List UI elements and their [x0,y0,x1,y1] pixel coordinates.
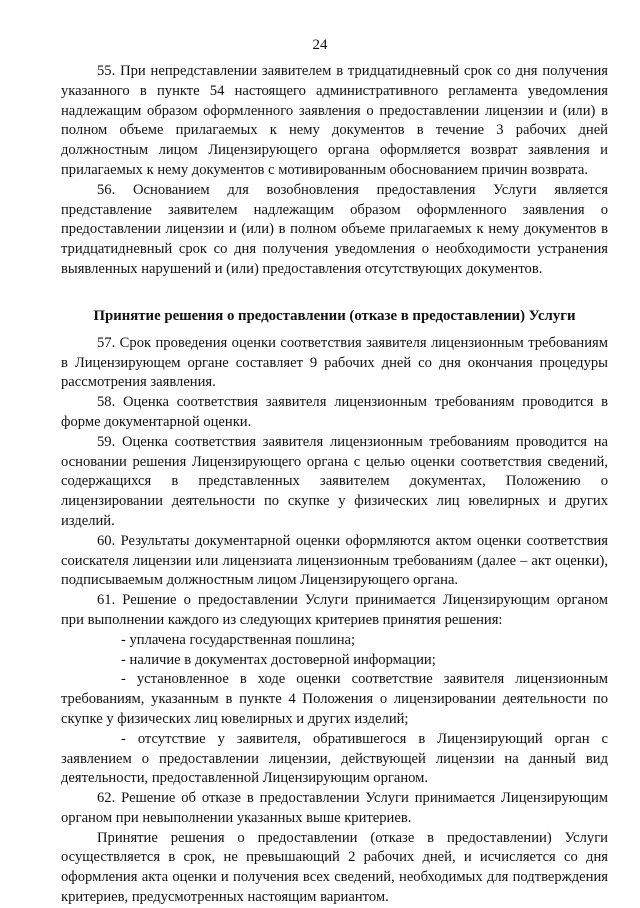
paragraph-decision-term: Принятие решения о предоставлении (отказе в предоставлении) Услуги осуществляется в срок, не превышающий 2 рабочих дней, и исчисляется со дня оформления акта оценки и получения всех сведений, необходимых для подтверждения критериев, предусмотренных настоящим вариантом. [61,829,608,906]
paragraph-58: 58. Оценка соответствия заявителя лицензионным требованиям проводится в форме документарной оценки. [61,394,608,430]
criterion-item: - установленное в ходе оценки соответствие заявителя лицензионным требованиям, указанным в пункте 4 Положения о лицензировании деятельности по скупке у физических лиц ювелирных и других изделий; [61,671,608,727]
criterion-item: - уплачена государственная пошлина; [121,631,356,648]
paragraph-62: 62. Решение об отказе в предоставлении Услуги принимается Лицензирующим органом при невыполнении указанных выше критериев. [61,790,608,826]
paragraph-60: 60. Результаты документарной оценки оформляются актом оценки соответствия соискателя лицензии или лицензиата лицензионным требованиям (далее – акт оценки), подписываемым должностным лицом Лицензирующего органа. [61,532,608,589]
paragraph-61: 61. Решение о предоставлении Услуги принимается Лицензирующим органом при выполнении каждого из следующих критериев принятия решения: [61,592,608,628]
paragraph-56: 56. Основанием для возобновления предоставления Услуги является представление заявителем надлежащим образом оформленного заявления о предоставлении лицензии и (или) в полном объеме прилагаемых к нему документов в тридцатидневный срок со дня получения уведомления о необходимости устранения выявленных нарушений и (или) предоставления отсутствующих документов. [61,181,608,277]
paragraph-59: 59. Оценка соответствия заявителя лицензионным требованиям проводится на основании решения Лицензирующего органа с целью оценки соответствия сведений, содержащихся в представленных заявителем документах, Положению о лицензировании деятельности по скупке у физических лиц ювелирных и других изделий. [61,433,608,529]
page-number: 24 [312,37,328,53]
criterion-item: - отсутствие у заявителя, обратившегося в Лицензирующий орган с заявлением о предоставлении лицензии, действующей лицензии на данный вид деятельности, предоставленной Лицензирующим органом. [61,730,608,787]
paragraph-57: 57. Срок проведения оценки соответствия заявителя лицензионным требованиям в Лицензирующем органе составляет 9 рабочих дней со дня окончания процедуры рассмотрения заявления. [61,334,608,391]
page-content [61,62,608,908]
criterion-item: - наличие в документах достоверной информации; [121,651,436,668]
section-heading: Принятие решения о предоставлении (отказе в предоставлении) Услуги [93,307,576,324]
paragraph-55: 55. При непредставлении заявителем в тридцатидневный срок со дня получения указанного в пункте 54 настоящего административного регламента уведомления надлежащим образом оформленного заявления о предоставлении лицензии и (или) в полном объеме прилагаемых к нему документов в течение 3 рабочих дней должностным лицом Лицензирующего органа оформляется возврат заявления и прилагаемых к нему документов с мотивированным обоснованием причин возврата. [61,63,608,178]
